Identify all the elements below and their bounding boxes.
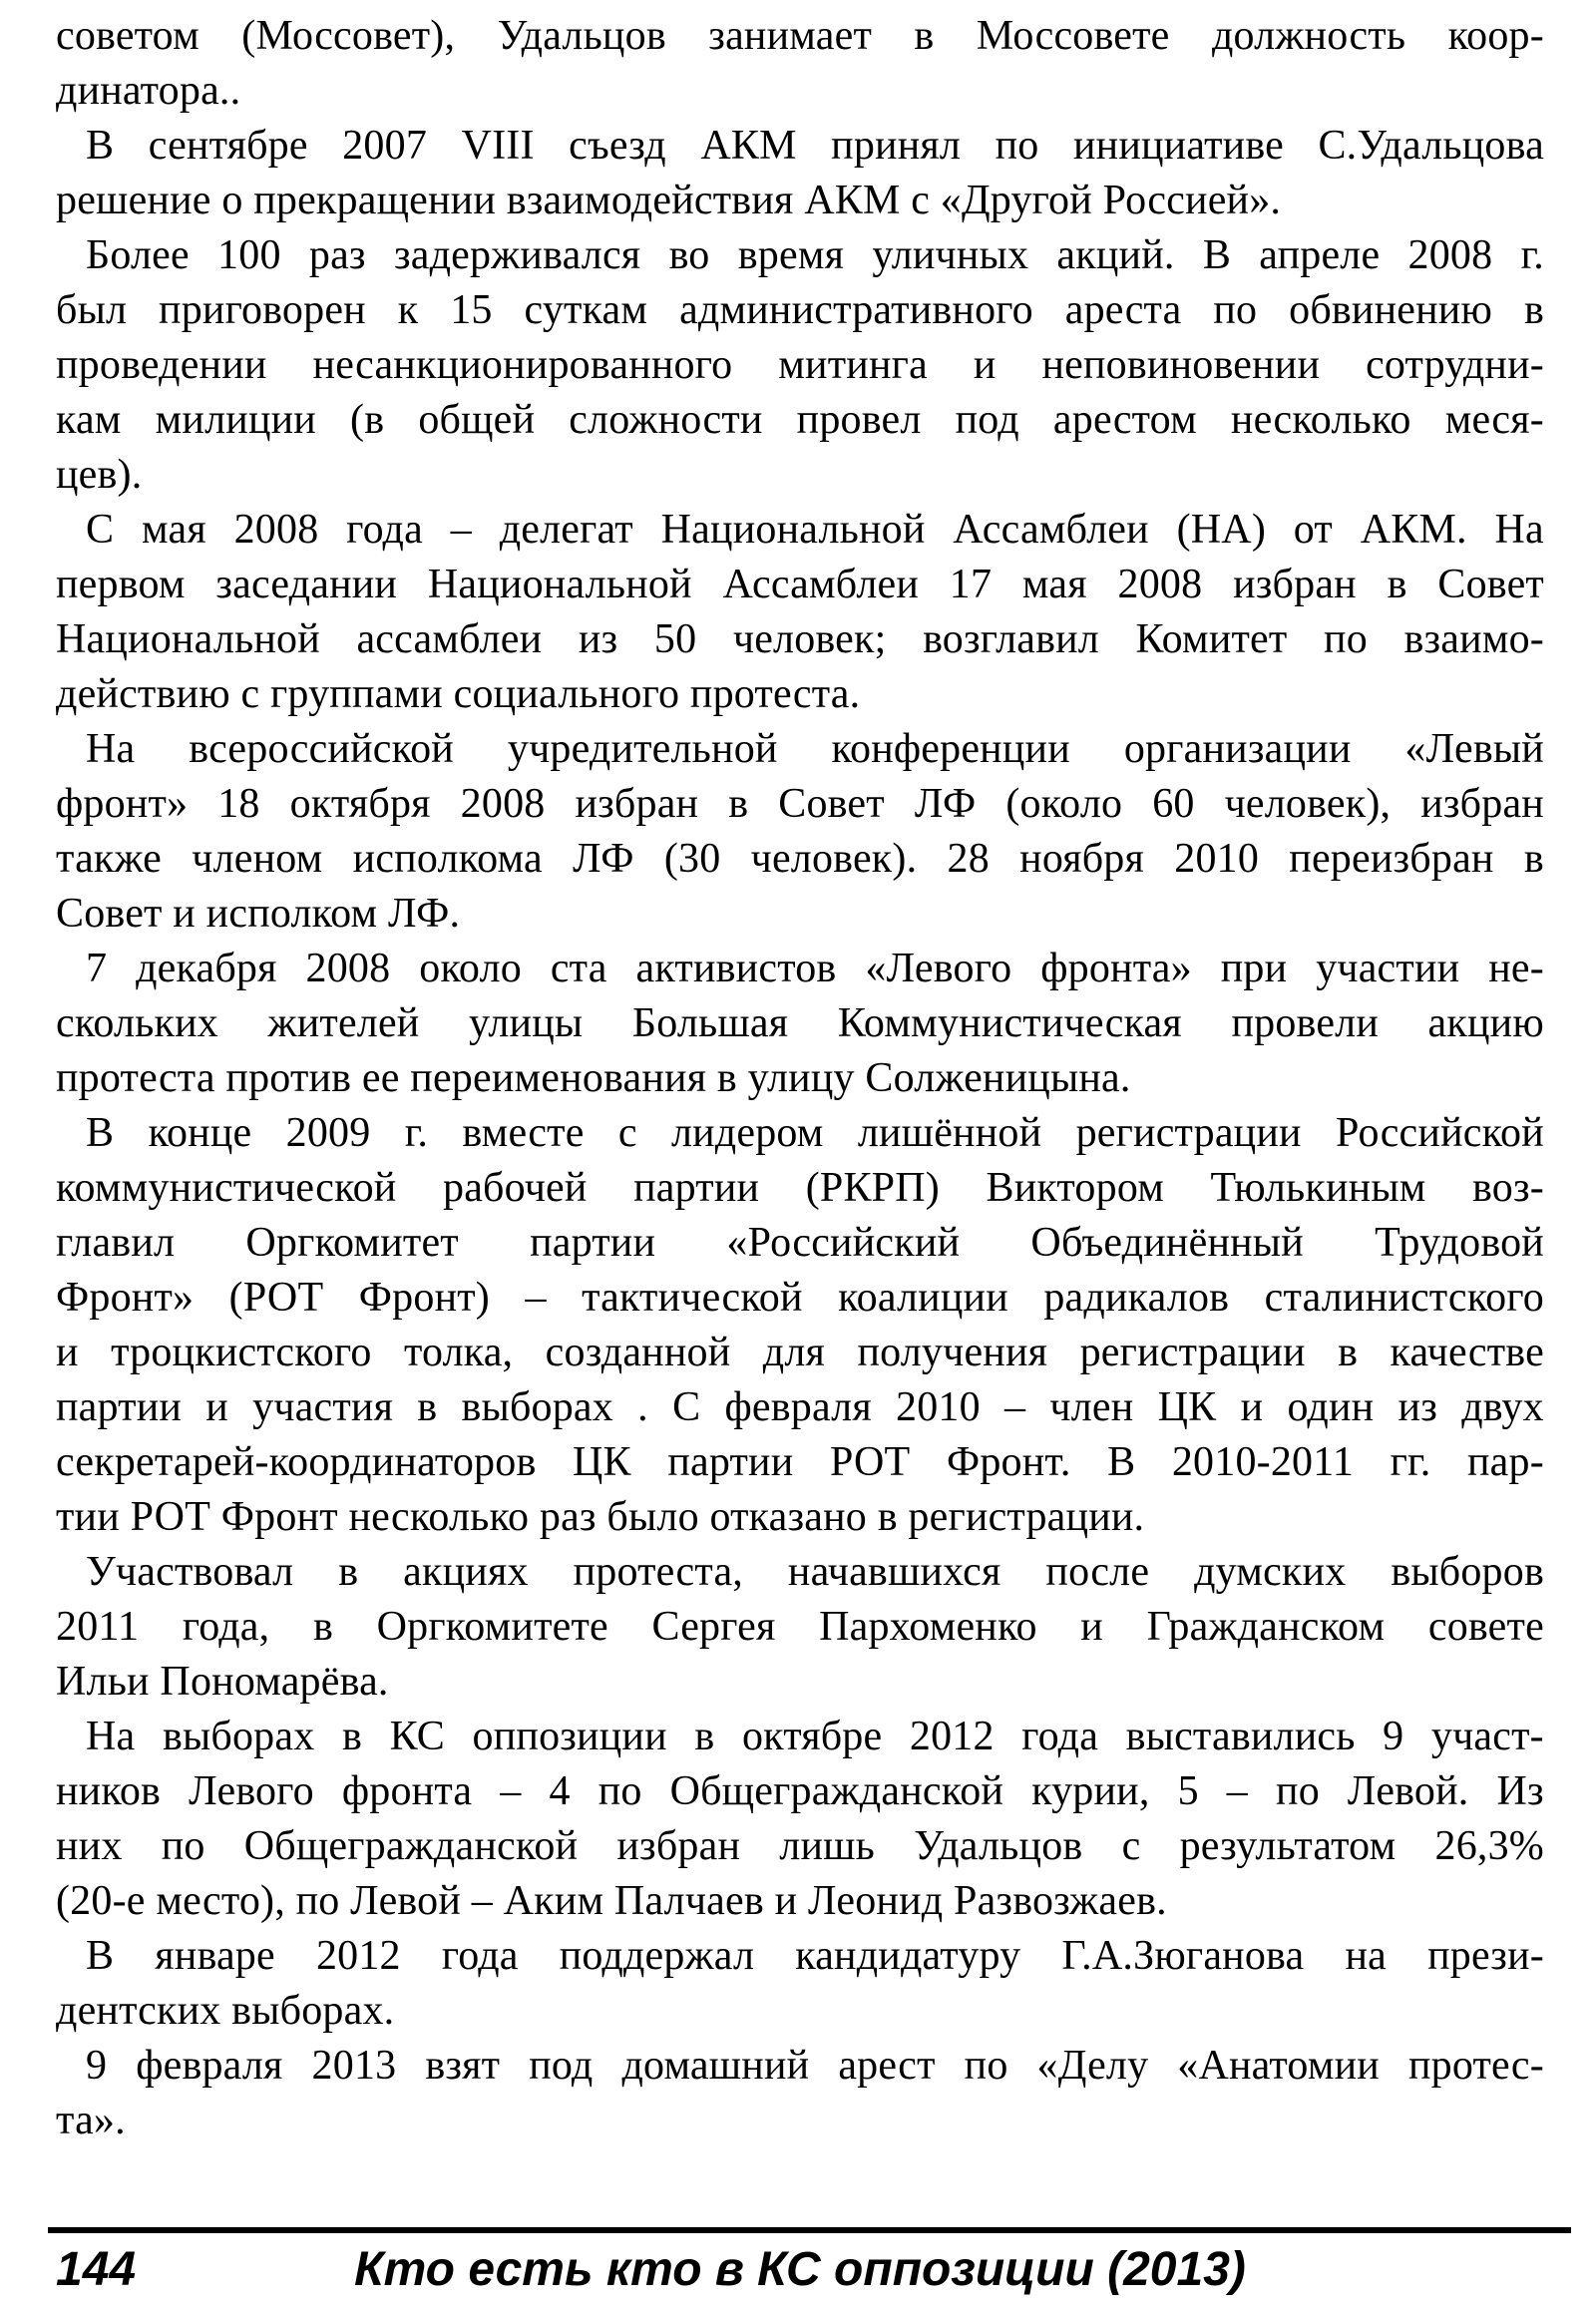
text-line: дентских выборах.: [56, 1988, 395, 2034]
text-line: действию с группами социального протеста.: [56, 671, 861, 717]
text-line: ников Левого фронта – 4 по Общегражданской курии, 5 – по Левой. Из: [56, 1768, 1544, 1814]
text-line: та».: [56, 2098, 126, 2143]
text-line: проведении несанкционированного митинга и неповиновении сотрудни-: [56, 342, 1544, 388]
footer-rule: [48, 2227, 1571, 2233]
text-line: Участвовал в акциях протеста, начавшихся после думских выборов: [86, 1549, 1544, 1595]
text-line: был приговорен к 15 суткам административного ареста по обвинению в: [56, 287, 1544, 333]
text-line: 7 декабря 2008 около ста активистов «Левого фронта» при участии не-: [86, 946, 1544, 991]
text-line: скольких жителей улицы Большая Коммунистическая провели акцию: [56, 1000, 1544, 1046]
page-number: 144: [56, 2243, 137, 2296]
text-line: В сентябре 2007 VIII съезд АКМ принял по инициативе С.Удальцова: [86, 123, 1544, 169]
text-line: также членом исполкома ЛФ (30 человек). 28 ноября 2010 переизбран в: [56, 836, 1544, 882]
text-line: (20-е место), по Левой – Аким Палчаев и Леонид Развозжаев.: [56, 1878, 1167, 1924]
text-line: первом заседании Национальной Ассамблеи 17 мая 2008 избран в Совет: [56, 562, 1544, 607]
text-line: 9 февраля 2013 взят под домашний арест по «Делу «Анатомии протес-: [86, 2043, 1544, 2089]
text-line: тии РОТ Фронт несколько раз было отказано в регистрации.: [56, 1494, 1145, 1540]
text-line: главил Оргкомитет партии «Российский Объединённый Трудовой: [56, 1220, 1544, 1266]
text-line: Совет и исполком ЛФ.: [56, 891, 461, 937]
text-line: коммунистической рабочей партии (РКРП) Виктором Тюлькиным воз-: [56, 1165, 1544, 1211]
text-line: них по Общегражданской избран лишь Удальцов с результатом 26,3%: [56, 1823, 1544, 1869]
text-line: В январе 2012 года поддержал кандидатуру Г.А.Зюганова на прези-: [86, 1933, 1544, 1979]
text-line: В конце 2009 г. вместе с лидером лишённой регистрации Российской: [86, 1110, 1544, 1156]
text-line: протеста против ее переименования в улицу Солженицына.: [56, 1055, 1131, 1101]
text-line: Национальной ассамблеи из 50 человек; возглавил Комитет по взаимо-: [56, 616, 1544, 662]
running-title: Кто есть кто в КС оппозиции (2013): [354, 2243, 1246, 2296]
text-block: [56, 9, 1544, 2148]
text-line: цев).: [56, 452, 143, 498]
text-line: секретарей-координаторов ЦК партии РОТ Фронт. В 2010-2011 гг. пар-: [56, 1439, 1544, 1485]
text-line: советом (Моссовет), Удальцов занимает в Моссовете должность коор-: [56, 13, 1544, 59]
text-line: Ильи Пономарёва.: [56, 1659, 389, 1705]
text-line: На всероссийской учредительной конференции организации «Левый: [86, 726, 1544, 772]
text-line: динатора..: [56, 68, 241, 114]
text-line: На выборах в КС оппозиции в октябре 2012 года выставились 9 участ-: [86, 1714, 1544, 1759]
text-line: решение о прекращении взаимодействия АКМ с «Другой Россией».: [56, 178, 1282, 223]
text-line: фронт» 18 октября 2008 избран в Совет ЛФ (около 60 человек), избран: [56, 781, 1544, 827]
text-line: Более 100 раз задерживался во время уличных акций. В апреле 2008 г.: [86, 232, 1544, 278]
text-line: и троцкистского толка, созданной для получения регистрации в качестве: [56, 1330, 1544, 1375]
text-line: партии и участия в выборах . С февраля 2010 – член ЦК и один из двух: [56, 1384, 1544, 1430]
text-line: кам милиции (в общей сложности провел под арестом несколько меся-: [56, 397, 1544, 443]
text-line: С мая 2008 года – делегат Национальной Ассамблеи (НА) от АКМ. На: [86, 507, 1544, 553]
page-footer: [56, 2240, 1544, 2300]
text-line: Фронт» (РОТ Фронт) – тактической коалиции радикалов сталинистского: [56, 1275, 1544, 1321]
text-line: 2011 года, в Оргкомитете Сергея Пархоменко и Гражданском совете: [56, 1604, 1544, 1650]
